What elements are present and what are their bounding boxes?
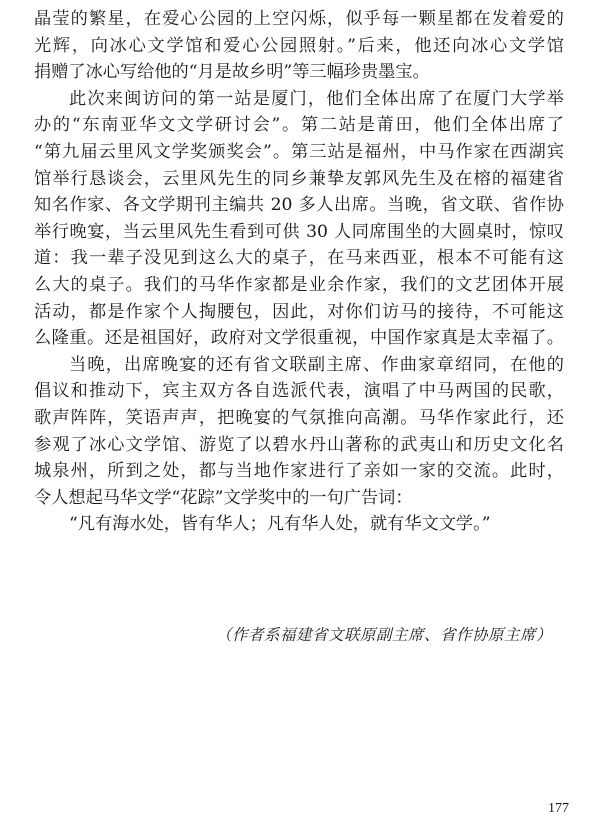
text-line: 道：我一辈子没见到这么大的桌子，在马来西亚，根本不可能有这 [34,248,564,269]
text-line: 捐赠了冰心写给他的“月是故乡明”等三幅珍贵墨宝。 [34,62,430,83]
quote-line: “凡有海水处，皆有华人；凡有华人处，就有华文文学。” [69,514,491,535]
text-line: 参观了冰心文学馆、游览了以碧水丹山著称的武夷山和历史文化名 [34,434,564,455]
text-line: 光辉，向冰心文学馆和爱心公园照射。”后来，他还向冰心文学馆 [34,35,564,56]
body-text [34,6,564,538]
text-line: “第九届云里风文学奖颁奖会”。第三站是福州，中马作家在西湖宾 [34,141,564,162]
text-line: 么大的桌子。我们的马华作家都是业余作家，我们的文艺团体开展 [34,274,564,295]
text-line: 么隆重。还是祖国好，政府对文学很重视，中国作家真是太幸福了。 [34,328,564,349]
text-line: 活动，都是作家个人掏腰包，因此，对你们访马的接待，不可能这 [34,301,564,322]
text-line: 知名作家、各文学期刊主编共 20 多人出席。当晚，省文联、省作协 [34,195,564,216]
page-number: 177 [548,801,569,816]
text-line: 馆举行恳谈会，云里风先生的同乡兼挚友郭风先生及在榕的福建省 [34,168,564,189]
text-line: 城泉州，所到之处，都与当地作家进行了亲如一家的交流。此时， [34,461,564,482]
author-byline: （作者系福建省文联原副主席、省作协原主席） [215,626,552,644]
text-line: 倡议和推动下，宾主双方各自选派代表，演唱了中马两国的民歌， [34,381,564,402]
text-line: 令人想起马华文学“花踪”文学奖中的一句广告词： [34,487,413,508]
text-line: 举行晚宴，当云里风先生看到可供 30 人同席围坐的大圆桌时，惊叹 [34,221,564,242]
text-line: 歌声阵阵，笑语声声，把晚宴的气氛推向高潮。马华作家此行，还 [34,407,564,428]
text-line: 办的“东南亚华文文学研讨会”。第二站是莆田，他们全体出席了 [34,115,564,136]
paragraph-start-line: 此次来闽访问的第一站是厦门，他们全体出席了在厦门大学举 [69,88,564,109]
text-line: 晶莹的繁星，在爱心公园的上空闪烁，似乎每一颗星都在发着爱的 [34,9,564,29]
paragraph-start-line: 当晚，出席晚宴的还有省文联副主席、作曲家章绍同，在他的 [69,354,564,375]
